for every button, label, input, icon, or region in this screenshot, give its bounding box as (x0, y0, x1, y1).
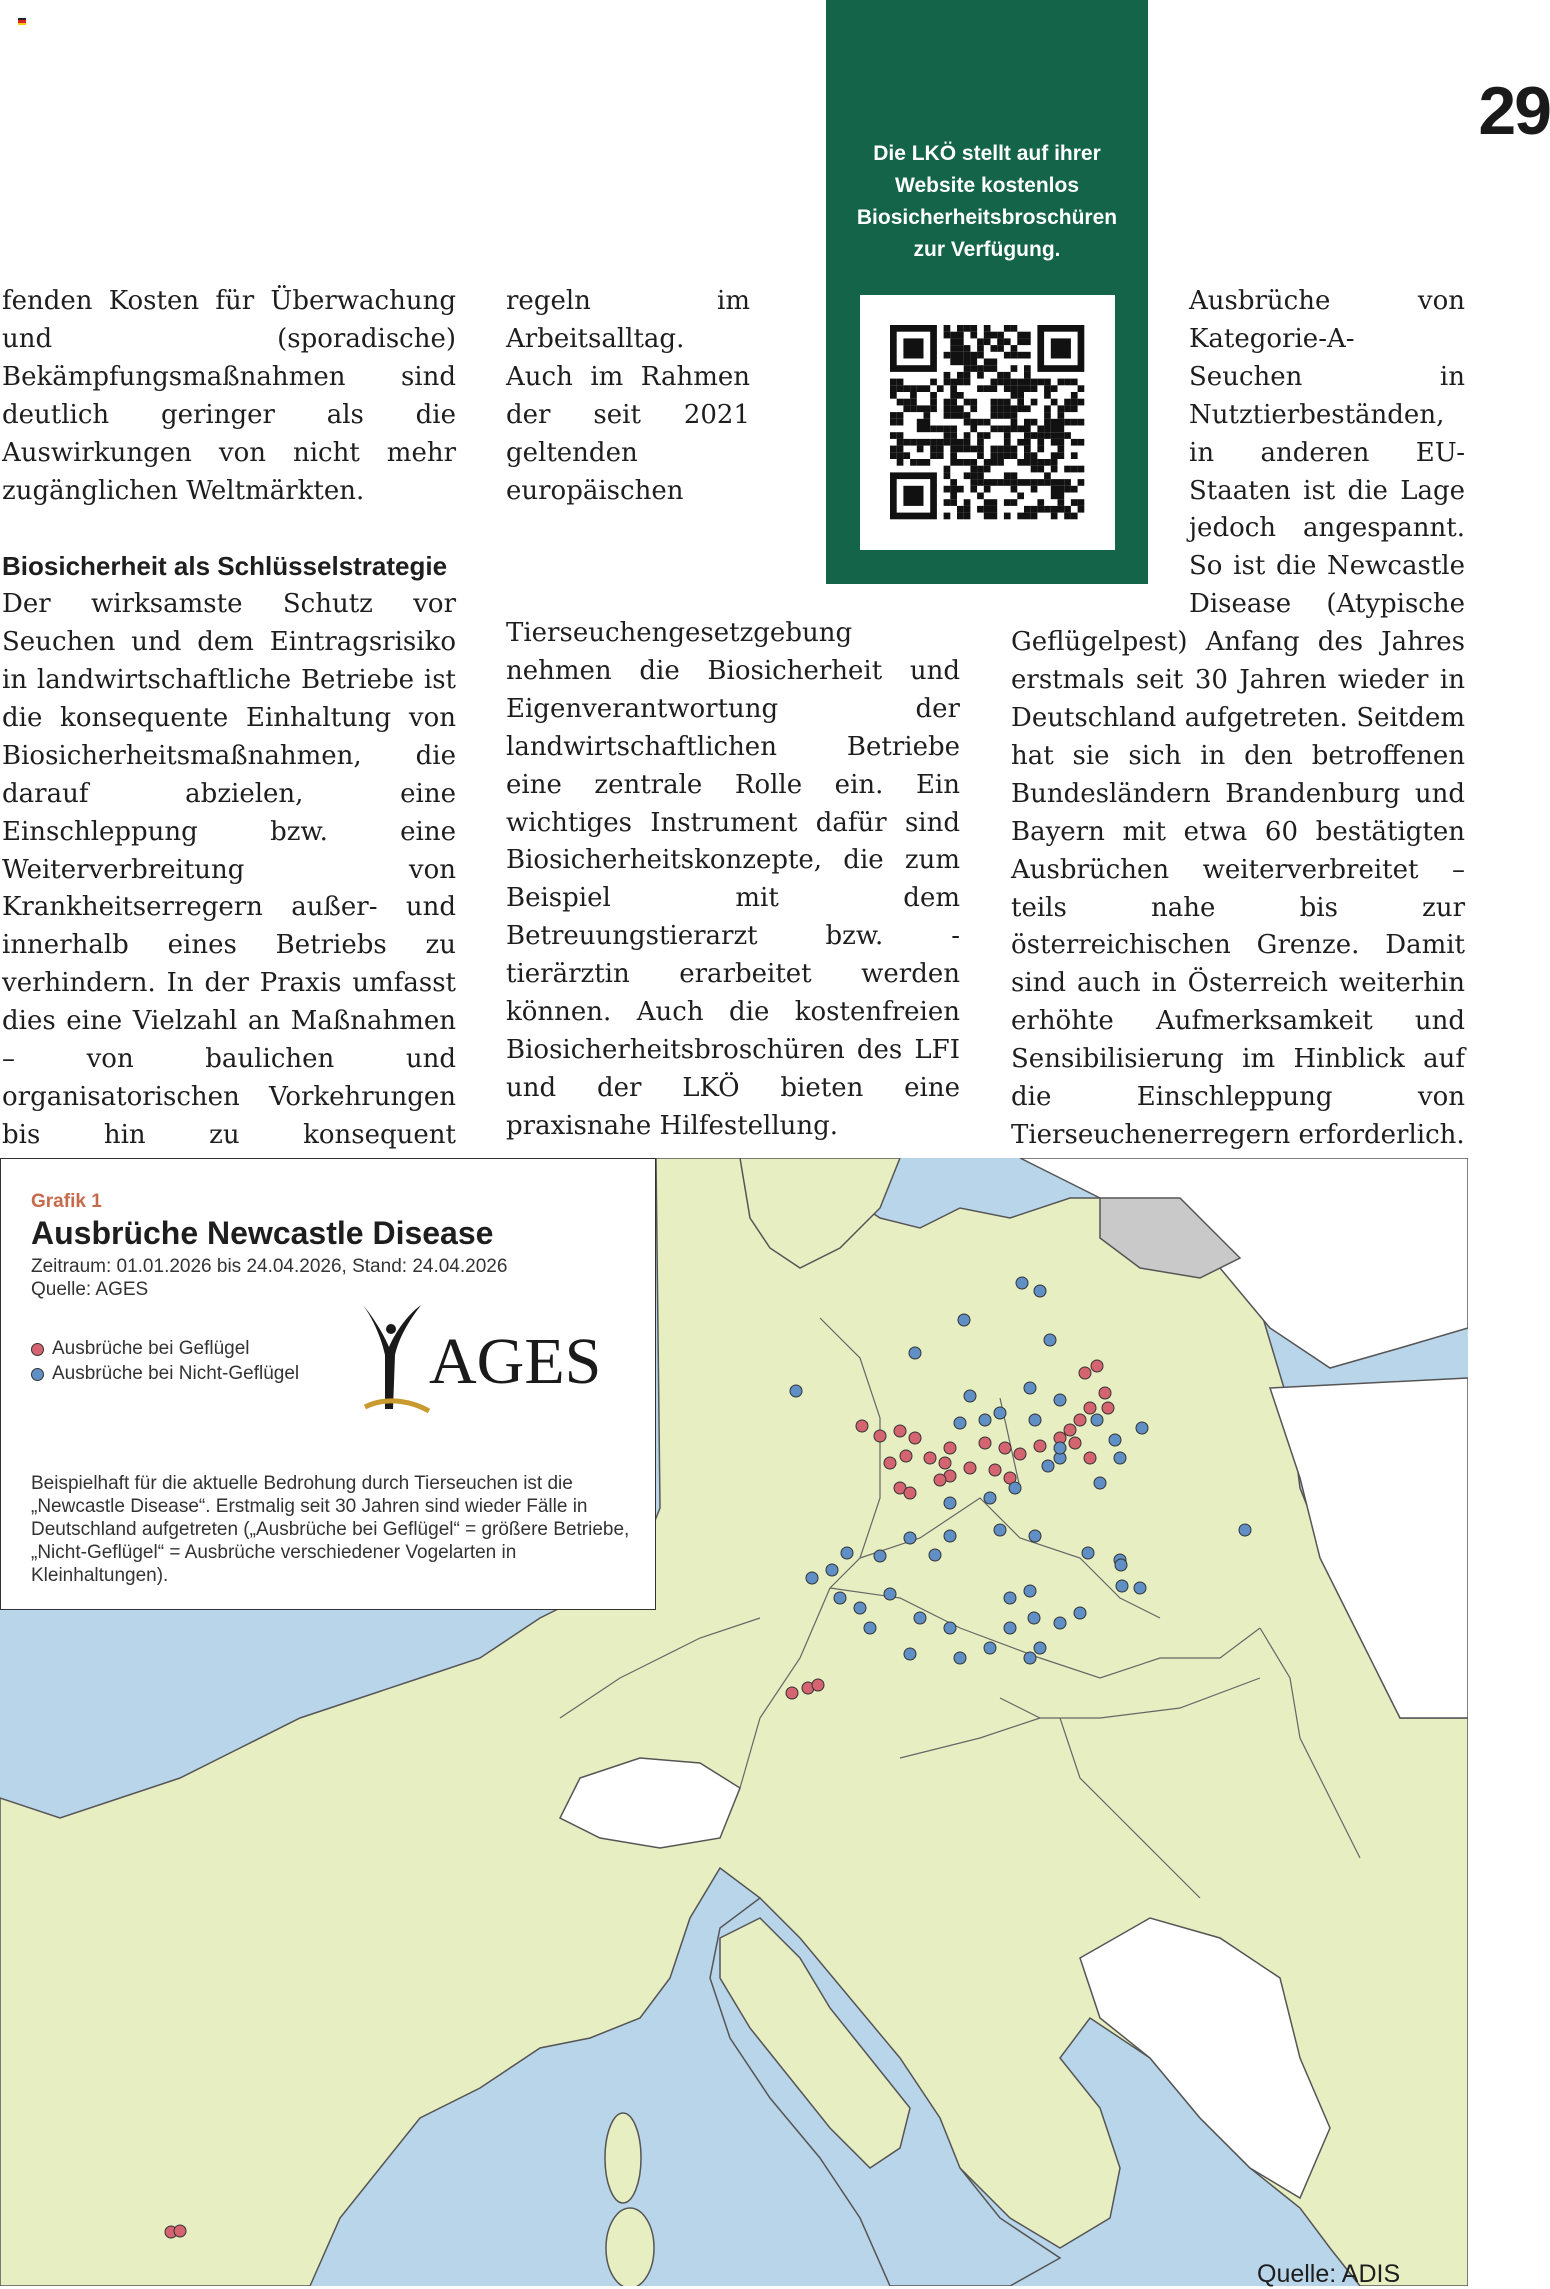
non-poultry-outbreak-marker (1109, 1434, 1121, 1446)
svg-text:AGES: AGES (429, 1325, 602, 1398)
graphic-description: Beispielhaft für die aktuelle Bedrohung durch Tierseuchen ist die „Newcastle Disease“. Erstmalig seit 30 Jahren sind wieder Fälle in Deutschland aufgetreten („Ausbrüche bei Geflügel“ = größere Betriebe, „Nicht-Geflügel“ = Ausbrüche verschiedener Vogelarten in Kleinhaltungen). (31, 1473, 630, 1586)
legend-item-poultry (31, 1338, 250, 1360)
poultry-outbreak-marker (174, 2225, 186, 2237)
non-poultry-outbreak-marker (1004, 1592, 1016, 1604)
column-2-body: regeln im Arbeitsalltag. Auch im Rahmen der seit 2021 geltenden europäischen Tierseuchengesetzgebung nehmen die Biosicherheit und Eigenverantwortung der landwirtschaftlichen Betriebe eine zentrale Rolle ein. Ein wichtiges Instrument dafür sind Biosicherheitskonzepte, die zum Beispiel mit dem Betreuungstierarzt bzw. -tierärztin erarbeitet werden können. Auch die kostenfreien Biosicherheitsbroschüren des LFI und der LKÖ bieten eine praxisnahe Hilfestellung. (506, 286, 960, 1141)
legend-dot-red-icon (31, 1343, 44, 1356)
non-poultry-outbreak-marker (984, 1492, 996, 1504)
non-poultry-outbreak-marker (1029, 1530, 1041, 1542)
poultry-outbreak-marker (894, 1425, 906, 1437)
map-source: Quelle: ADIS (1257, 2260, 1401, 2288)
non-poultry-outbreak-marker (1028, 1612, 1040, 1624)
poultry-outbreak-marker (999, 1442, 1011, 1454)
legend-item-non-poultry (31, 1363, 299, 1385)
poultry-outbreak-marker (944, 1442, 956, 1454)
non-poultry-outbreak-marker (1115, 1559, 1127, 1571)
legend-dot-blue-icon (31, 1368, 44, 1381)
poultry-outbreak-marker (812, 1679, 824, 1691)
non-poultry-outbreak-marker (1024, 1382, 1036, 1394)
poultry-outbreak-marker (1102, 1402, 1114, 1414)
poultry-outbreak-marker (786, 1687, 798, 1699)
poultry-outbreak-marker (856, 1420, 868, 1432)
column-2-wrap-space (750, 283, 960, 615)
graphic-title: Ausbrüche Newcastle Disease (31, 1215, 494, 1251)
graphic-period: Zeitraum: 01.01.2026 bis 24.04.2026, Stand: 24.04.2026 (31, 1256, 508, 1277)
non-poultry-outbreak-marker (1134, 1582, 1146, 1594)
poultry-outbreak-marker (964, 1462, 976, 1474)
non-poultry-outbreak-marker (1074, 1607, 1086, 1619)
non-poultry-outbreak-marker (1114, 1452, 1126, 1464)
non-poultry-outbreak-marker (1136, 1422, 1148, 1434)
non-poultry-outbreak-marker (1091, 1414, 1103, 1426)
poultry-outbreak-marker (904, 1487, 916, 1499)
non-poultry-outbreak-marker (964, 1390, 976, 1402)
non-poultry-outbreak-marker (914, 1612, 926, 1624)
non-poultry-outbreak-marker (929, 1549, 941, 1561)
legend-label-poultry: Ausbrüche bei Geflügel (52, 1338, 250, 1359)
corsica-area (605, 2113, 641, 2203)
non-poultry-outbreak-marker (1016, 1277, 1028, 1289)
non-poultry-outbreak-marker (1004, 1622, 1016, 1634)
non-poultry-outbreak-marker (984, 1642, 996, 1654)
poultry-outbreak-marker (1074, 1414, 1086, 1426)
non-poultry-outbreak-marker (834, 1592, 846, 1604)
non-poultry-outbreak-marker (944, 1622, 956, 1634)
page-number: 29 (1478, 73, 1550, 149)
poultry-outbreak-marker (934, 1474, 946, 1486)
non-poultry-outbreak-marker (954, 1652, 966, 1664)
poultry-outbreak-marker (989, 1464, 1001, 1476)
poultry-outbreak-marker (979, 1437, 991, 1449)
poultry-outbreak-marker (924, 1452, 936, 1464)
non-poultry-outbreak-marker (909, 1347, 921, 1359)
column-1 (2, 283, 456, 1193)
non-poultry-outbreak-marker (994, 1524, 1006, 1536)
section-heading-biosecurity: Biosicherheit als Schlüsselstrategie (2, 551, 448, 582)
non-poultry-outbreak-marker (1082, 1547, 1094, 1559)
poultry-outbreak-marker (874, 1430, 886, 1442)
poultry-outbreak-marker (1064, 1424, 1076, 1436)
poultry-outbreak-marker (1079, 1367, 1091, 1379)
non-poultry-outbreak-marker (1042, 1460, 1054, 1472)
non-poultry-outbreak-marker (864, 1622, 876, 1634)
non-poultry-outbreak-marker (884, 1588, 896, 1600)
non-poultry-outbreak-marker (874, 1550, 886, 1562)
poultry-outbreak-marker (1034, 1440, 1046, 1452)
non-poultry-outbreak-marker (1054, 1617, 1066, 1629)
poultry-outbreak-marker (939, 1457, 951, 1469)
promo-caption: Die LKÖ stellt auf ihrer Website kostenlos Biosicherheitsbroschüren zur Verfügung. (856, 142, 1118, 261)
non-poultry-outbreak-marker (944, 1497, 956, 1509)
poultry-outbreak-marker (1084, 1452, 1096, 1464)
column-1-intro: fenden Kosten für Überwachung und (sporadische) Bekämpfungsmaßnahmen sind deutlich geringer als die Auswirkungen von nicht mehr zugänglichen Weltmärkten. (2, 286, 456, 506)
sardinia-area (606, 2208, 654, 2286)
column-3 (1011, 283, 1465, 1181)
non-poultry-outbreak-marker (979, 1414, 991, 1426)
poultry-outbreak-marker (1069, 1437, 1081, 1449)
ages-logo (359, 1299, 624, 1424)
non-poultry-outbreak-marker (1024, 1585, 1036, 1597)
non-poultry-outbreak-marker (1239, 1524, 1251, 1536)
non-poultry-outbreak-marker (1044, 1334, 1056, 1346)
non-poultry-outbreak-marker (958, 1314, 970, 1326)
non-poultry-outbreak-marker (790, 1385, 802, 1397)
non-poultry-outbreak-marker (806, 1572, 818, 1584)
non-poultry-outbreak-marker (1116, 1580, 1128, 1592)
column-1-body: Der wirksamste Schutz vor Seuchen und dem Eintragsrisiko in landwirtschaftliche Betriebe ist die konsequente Einhaltung von Biosicherheitsmaßnahmen, die darauf abzielen, eine Einschleppung bzw. eine Weiterverbreitung von Krankheitserregern außer- und innerhalb eines Betriebs zu verhindern. In der Praxis umfasst dies eine Vielzahl an Maßnahmen – von baulichen und organisatorischen Vorkehrungen bis hin zu konsequent (2, 589, 456, 1150)
poultry-outbreak-marker (909, 1432, 921, 1444)
flag-icon (18, 18, 26, 25)
poultry-outbreak-marker (884, 1457, 896, 1469)
non-poultry-outbreak-marker (944, 1530, 956, 1542)
non-poultry-outbreak-marker (1009, 1482, 1021, 1494)
non-poultry-outbreak-marker (1054, 1442, 1066, 1454)
non-poultry-outbreak-marker (904, 1648, 916, 1660)
non-poultry-outbreak-marker (994, 1407, 1006, 1419)
graphic-label: Grafik 1 (31, 1191, 102, 1212)
column-3-body: Ausbrüche von Kategorie-A-Seuchen in Nutztierbeständen, in anderen EU-Staaten ist die Lage jedoch angespannt. So ist die Newcastle Disease (Atypische Geflügelpest) Anfang des Jahres erstmals seit 30 Jahren wieder in Deutschland aufgetreten. Seitdem hat sie sich in den betroffenen Bundesländern Brandenburg und Bayern mit etwa 60 bestätigten Ausbrüchen weiterverbreitet – teils nahe bis zur österreichischen Grenze. Damit sind auch in Österreich weiterhin erhöhte Aufmerksamkeit und Sensibilisierung im Hinblick auf die Einschleppung von Tierseuchenerregern erforderlich. (1011, 283, 1465, 1155)
column-2 (506, 283, 960, 1297)
graphic-meta (31, 1255, 507, 1301)
non-poultry-outbreak-marker (826, 1564, 838, 1576)
non-poultry-outbreak-marker (1029, 1414, 1041, 1426)
non-poultry-outbreak-marker (904, 1532, 916, 1544)
legend-label-non-poultry: Ausbrüche bei Nicht-Geflügel (52, 1363, 300, 1384)
non-poultry-outbreak-marker (954, 1417, 966, 1429)
non-poultry-outbreak-marker (1054, 1394, 1066, 1406)
non-poultry-outbreak-marker (1034, 1642, 1046, 1654)
graphic-source-line: Quelle: AGES (31, 1279, 149, 1300)
poultry-outbreak-marker (1084, 1402, 1096, 1414)
poultry-outbreak-marker (1014, 1448, 1026, 1460)
poultry-outbreak-marker (1091, 1360, 1103, 1372)
non-poultry-outbreak-marker (841, 1547, 853, 1559)
poultry-outbreak-marker (900, 1450, 912, 1462)
non-poultry-outbreak-marker (1034, 1285, 1046, 1297)
non-poultry-outbreak-marker (1094, 1477, 1106, 1489)
graphic-info-box (0, 1158, 656, 1610)
non-poultry-outbreak-marker (854, 1602, 866, 1614)
column-3-wrap-space (1011, 283, 1189, 615)
non-poultry-outbreak-marker (1024, 1652, 1036, 1664)
poultry-outbreak-marker (1099, 1387, 1111, 1399)
